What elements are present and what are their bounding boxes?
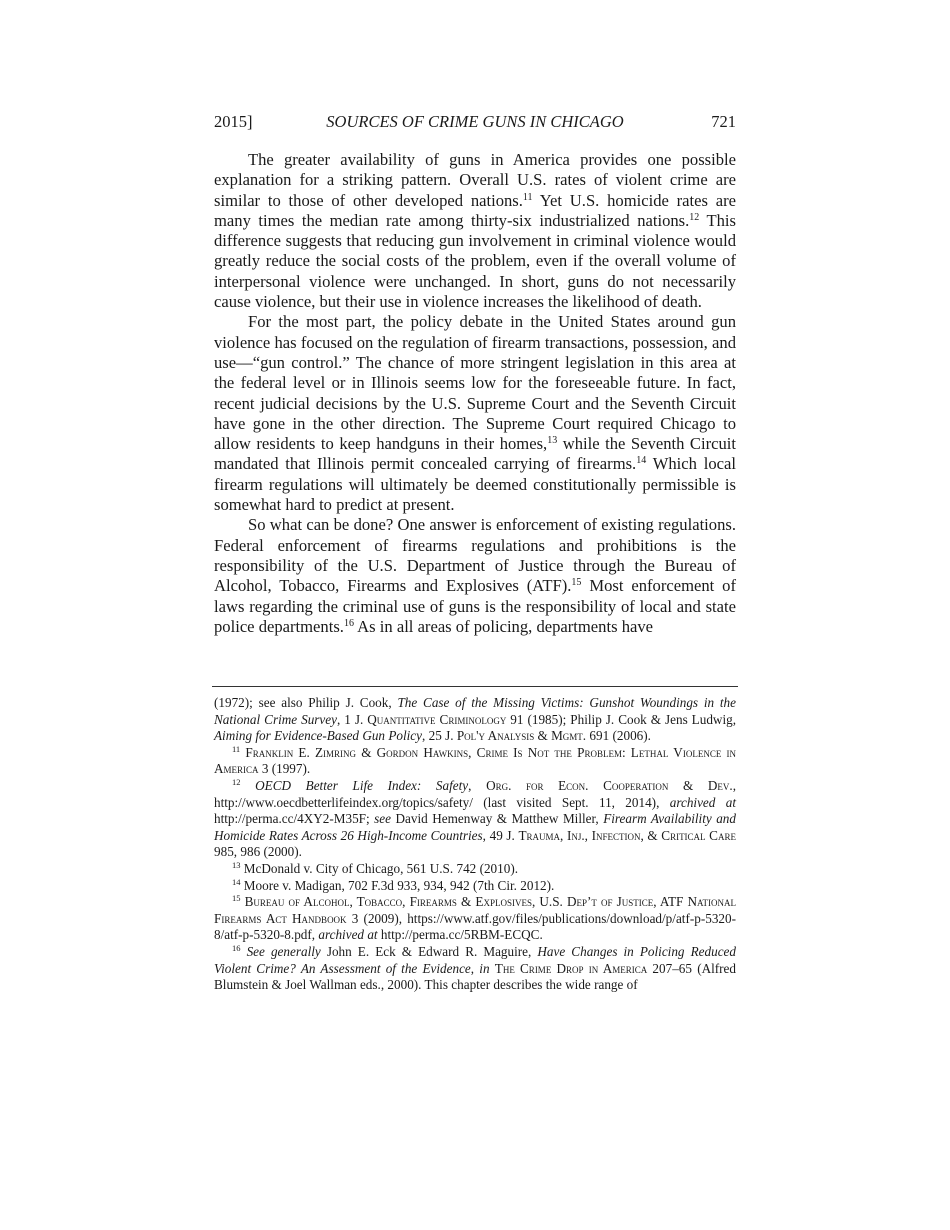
fn16-text: 207–65 (Alfred Blumstein & Joel Wallman eds., 2000). This chapter describes the wide range of [214,960,737,993]
footnote-continuation [214,695,736,745]
page-number: 721 [711,112,736,131]
header-title: SOURCES OF CRIME GUNS IN CHICAGO [326,112,624,131]
fn12-journal: Trauma, Inj., Infection, & Critical Care [518,827,736,843]
paragraph-2 [214,312,736,515]
fn12-title: OECD Better Life Index: Safety [255,777,469,793]
footnotes [214,695,736,994]
footnote-number: 15 [232,893,241,904]
footnote-11 [214,745,736,778]
fn-cont-text: , 25 J. [422,728,457,744]
fn12-signal: archived at [669,794,736,810]
fn15-signal: archived at [318,927,378,943]
p3-text-c: As in all areas of policing, departments have [353,616,654,636]
footnote-ref-15[interactable]: 15 [571,577,582,589]
fn13-text: McDonald v. City of Chicago, 561 U.S. 742 (2010). [243,860,519,876]
fn-cont-text: 691 (2006). [586,728,651,744]
footnote-ref-11[interactable]: 11 [522,191,533,203]
fn12-text: 985, 986 (2000). [214,844,302,860]
fn-cont-text: 91 (1985); Philip J. Cook & Jens Ludwig, [506,711,737,727]
p1-text-b: Yet U.S. homicide rates are many times the median rate among thirty-six industrialized nations. [214,190,736,230]
fn-cont-journal: Quantitative Criminology [367,711,507,727]
footnote-ref-13[interactable]: 13 [547,435,558,447]
header-year: 2015] [214,112,253,131]
fn16-book-title: The Crime Drop in America [494,960,648,976]
p3-text-b: Most enforcement of laws regarding the criminal use of guns is the responsibility of local and state police departments. [214,576,736,636]
main-text [214,150,736,637]
running-header [214,112,736,134]
fn-cont-text: (1972); see also Philip J. Cook, [214,695,398,710]
fn12-text: , [468,777,487,793]
footnote-number: 16 [232,942,241,953]
paragraph-1 [214,150,736,312]
footnote-12 [214,778,736,861]
footnote-14 [214,878,736,895]
fn-cont-article-title: Aiming for Evidence-Based Gun Policy [214,728,423,744]
fn11-text: 3 (1997). [258,761,311,777]
fn12-text: , 49 J. [482,827,519,843]
p2-text-b: while the Seventh Circuit mandated that Illinois permit concealed carrying of firearms. [214,434,737,474]
fn11-book-title: Franklin E. Zimring & Gordon Hawkins, Crime Is Not the Problem: Lethal Violence in America [214,744,737,777]
footnote-ref-16[interactable]: 16 [343,617,354,629]
footnote-number: 12 [232,776,241,787]
p2-text-a: For the most part, the policy debate in the United States around gun violence has focused on the regulation of firearm transactions, possession, and use—“gun control.” The chance of more stringent legislation in this area at the federal level or in Illinois seems low for the foreseeable future. In fact, recent judicial decisions by the U.S. Supreme Court and the Seventh Circuit have gone in the other direction. The Supreme Court required Chicago to allow residents to keep handguns in their homes, [214,312,736,454]
footnote-number: 14 [232,876,241,887]
p2-text-c: Which local firearm regulations will ultimately be deemed constitutionally permissible is somewhat hard to predict at present. [214,454,737,515]
fn12-org: Org. for Econ. Cooperation & Dev. [486,777,733,793]
fn16-signal: See generally [246,943,321,959]
fn15-url: 3 (2009), https://www.atf.gov/files/publications/download/p/atf-p-5320-8/atf-p-5320-8.pdf, [214,910,736,943]
footnote-number: 13 [232,859,241,870]
fn12-url: , http://www.oecdbetterlifeindex.org/topics/safety/ (last visited Sept. 11, 2014), [214,777,737,810]
fn16-text: John E. Eck & Edward R. Maguire, [320,943,538,959]
fn16-signal: in [479,960,490,976]
p1-text-a: The greater availability of guns in America provides one possible explanation for a striking pattern. Overall U.S. rates of violent crime are similar to those of other developed nations. [214,150,736,210]
paragraph-3 [214,515,736,637]
fn15-source: Bureau of Alcohol, Tobacco, Firearms & Explosives, U.S. Dep’t of Justice, ATF National Firearms Act Handbook [214,894,737,926]
fn16-text: , [470,960,480,976]
fn12-text: David Hemenway & Matthew Miller, [391,811,604,827]
footnote-15 [214,894,736,944]
p3-text-a: So what can be done? One answer is enforcement of existing regulations. Federal enforcement of firearms regulations and prohibitions is the responsibility of the U.S. Department of Justice through the Bureau of Alcohol, Tobacco, Firearms and Explosives (ATF). [214,515,736,596]
fn12-url: http://perma.cc/4XY2-M35F; [214,811,375,827]
footnote-13 [214,861,736,878]
footnote-number: 11 [232,743,241,754]
footnote-ref-14[interactable]: 14 [636,455,647,467]
fn-cont-journal: Pol'y Analysis & Mgmt. [456,728,587,744]
fn-cont-text: , 1 J. [336,711,368,727]
fn14-text: Moore v. Madigan, 702 F.3d 933, 934, 942 (7th Cir. 2012). [243,877,555,893]
footnote-ref-12[interactable]: 12 [689,211,700,223]
fn12-signal: see [374,811,392,827]
footnote-divider [212,686,738,687]
fn15-url: http://perma.cc/5RBM-ECQC. [377,927,543,943]
p1-text-c: This difference suggests that reducing gun involvement in criminal violence would greatly reduce the social costs of the problem, even if the overall volume of interpersonal violence were unchanged. In short, guns do not necessarily cause violence, but their use in violence increases the likelihood of death. [214,210,736,312]
footnote-16 [214,944,736,994]
fn12-article-title: Firearm Availability and Homicide Rates Across 26 High-Income Countries [214,811,736,843]
fn-cont-article-title: The Case of the Missing Victims: Gunshot Woundings in the National Crime Survey [214,695,736,727]
fn16-article-title: Have Changes in Policing Reduced Violent Crime? An Assessment of the Evidence [214,943,736,976]
